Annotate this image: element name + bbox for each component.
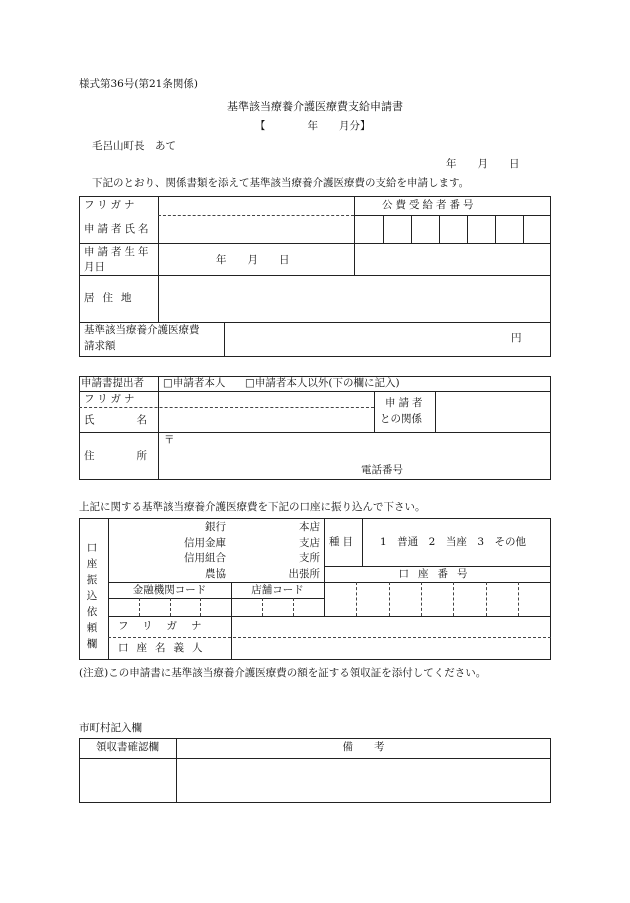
- form-title: 基準該当療養介護医療費支給申請書: [227, 100, 403, 113]
- yen-unit: 円: [511, 332, 522, 344]
- submitter-self-checkbox[interactable]: □申請者本人: [163, 377, 226, 389]
- receipt-check-cell[interactable]: [81, 760, 174, 801]
- branch-type-branch[interactable]: 支店: [299, 536, 320, 549]
- inst-type-shinkin[interactable]: 信用金庫: [184, 536, 226, 549]
- recipient-number-label: 公費受給者番号: [382, 199, 477, 211]
- holder-furigana-input[interactable]: [233, 618, 549, 636]
- form-number: 様式第36号(第21条関係): [79, 78, 198, 90]
- applicant-name-input[interactable]: [160, 217, 353, 242]
- office-section-label: 市町村記入欄: [79, 722, 142, 734]
- account-type-label: 種目: [329, 536, 356, 548]
- furigana-label: フリガナ: [84, 199, 138, 211]
- institution-type-list[interactable]: [150, 520, 226, 582]
- claim-label-2: 請求額: [84, 340, 116, 352]
- receipt-check-label: 領収書確認欄: [96, 741, 159, 753]
- submitter-address-label: 住所: [84, 450, 189, 462]
- birth-date-field[interactable]: 年 月 日: [216, 254, 290, 266]
- furigana-input[interactable]: [160, 197, 353, 214]
- phone-label: 電話番号: [361, 464, 403, 476]
- birth-label-1: 申請者生年: [84, 246, 152, 258]
- period-field[interactable]: 【 年 月分】: [255, 120, 371, 132]
- address-input[interactable]: [160, 277, 549, 321]
- submitter-name-label: 氏名: [84, 414, 189, 426]
- claim-label-1: 基準該当療養介護医療費: [84, 324, 200, 336]
- branch-type-head[interactable]: 本店: [299, 521, 320, 533]
- relation-label-2: との関係: [380, 413, 422, 425]
- inst-type-bank[interactable]: 銀行: [205, 521, 226, 533]
- postal-mark: 〒: [164, 434, 175, 446]
- inst-type-nokyo[interactable]: 農協: [205, 567, 226, 580]
- address-label: 居住地: [84, 292, 140, 304]
- bank-intro: 上記に関する基準該当療養介護医療費を下記の口座に振り込んで下さい。: [79, 501, 426, 513]
- addressee: 毛呂山町長 あて: [92, 140, 176, 152]
- submitter-address-input[interactable]: [176, 434, 548, 460]
- account-type-options[interactable]: 1 普通 2 当座 3 その他: [380, 536, 527, 548]
- inst-type-shinkumi[interactable]: 信用組合: [184, 552, 226, 564]
- branch-type-office[interactable]: 出張所: [288, 567, 320, 580]
- submitter-name-input[interactable]: [160, 409, 372, 431]
- relation-input[interactable]: [437, 393, 549, 431]
- branch-code-label: 店舗コード: [251, 584, 304, 596]
- branch-type-list[interactable]: [264, 520, 320, 582]
- account-number-label: 口座番号: [398, 568, 477, 580]
- submitter-furigana-label: フリガナ: [84, 393, 138, 405]
- remarks-label: 備 考: [342, 741, 385, 753]
- applicant-name-label: 申請者氏名: [84, 223, 152, 235]
- bank-vertical-label: 口座振込依頼欄: [86, 542, 98, 650]
- relation-label-1: 申請者: [385, 397, 426, 409]
- account-holder-input[interactable]: [233, 639, 549, 659]
- remarks-cell[interactable]: [178, 760, 549, 801]
- institution-code-label: 金融機関コード: [132, 584, 207, 596]
- application-date[interactable]: 年 月 日: [446, 158, 520, 170]
- submitter-other-checkbox[interactable]: □申請者本人以外(下の欄に記入): [245, 377, 400, 389]
- submitter-label: 申請書提出者: [81, 377, 144, 389]
- account-holder-label: 口座名義人: [118, 642, 211, 654]
- intro-text: 下記のとおり、関係書類を添えて基準該当療養介護医療費の支給を申請します。: [92, 177, 470, 189]
- birth-label-2: 月日: [84, 261, 105, 273]
- branch-type-sub[interactable]: 支所: [299, 552, 320, 564]
- attachment-note: (注意)この申請書に基準該当療養介護医療費の額を証する領収証を添付してください。: [79, 667, 487, 679]
- holder-furigana-label: フリガナ: [118, 620, 216, 632]
